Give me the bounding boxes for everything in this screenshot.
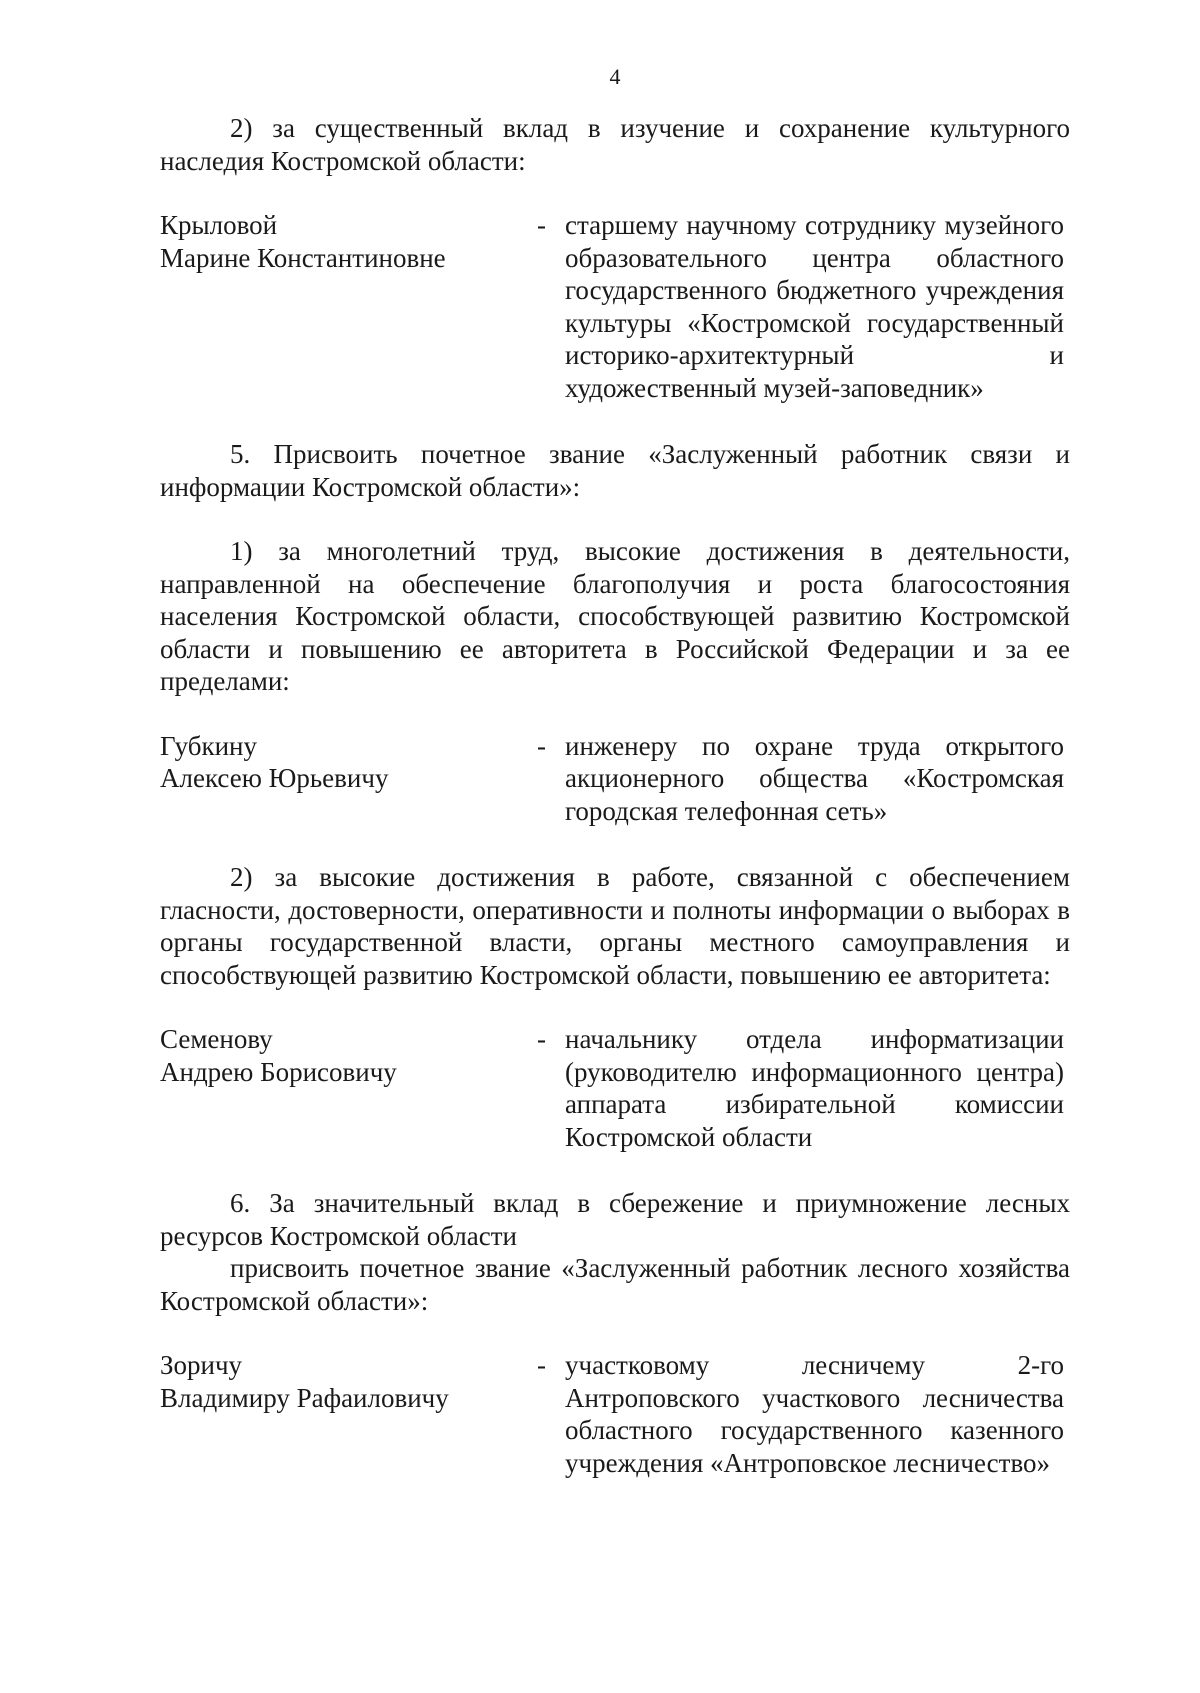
page-number: 4	[609, 64, 621, 89]
entry-dash: -	[537, 1024, 546, 1054]
award-entry-krylova	[160, 209, 1070, 404]
paragraph-culture-heritage: 2) за существенный вклад в изучение и сохранение культурного наследия Костромской области:	[160, 113, 1070, 176]
award-entry-semenov	[160, 1023, 1070, 1153]
awardee-surname: Губкину	[160, 730, 257, 761]
awardee-name	[160, 209, 537, 404]
awardee-surname: Семенову	[160, 1024, 273, 1054]
entry-dash: -	[537, 730, 546, 761]
paragraph-item-5: 5. Присвоить почетное звание «Заслуженный работник связи и информации Костромской области»:	[160, 439, 1070, 502]
awardee-given-name: Марине Константиновне	[160, 242, 446, 273]
awardee-position: участковому лесничему 2-го Антроповского участкового лесничества областного государственного казенного учреждения «Антроповское лесничество»	[565, 1350, 1064, 1478]
paragraph-item-6-assign: присвоить почетное звание «Заслуженный работник лесного хозяйства Костромской области»:	[160, 1253, 1070, 1316]
awardee-name	[160, 730, 537, 828]
document-page	[160, 64, 1070, 1479]
awardee-name	[160, 1349, 537, 1479]
awardee-name	[160, 1023, 537, 1153]
paragraph-item-5-1: 1) за многолетний труд, высокие достижения в деятельности, направленной на обеспечение благополучия и роста благосостояния населения Костромской области, способствующей развитию Костромской области и повышению ее авторитета в Российской Федерации и за ее пределами:	[160, 536, 1070, 696]
awardee-position: инженеру по охране труда открытого акционерного общества «Костромская городская телефонная сеть»	[565, 730, 1064, 826]
awardee-surname: Крыловой	[160, 210, 278, 240]
entry-dash: -	[537, 1350, 546, 1380]
paragraph-item-6: 6. За значительный вклад в сбережение и приумножение лесных ресурсов Костромской области	[160, 1188, 1070, 1251]
awardee-surname: Зоричу	[160, 1350, 243, 1380]
award-entry-zorich	[160, 1349, 1070, 1479]
entry-dash: -	[537, 210, 546, 240]
award-entry-gubkin	[160, 730, 1070, 828]
paragraph-item-5-2: 2) за высокие достижения в работе, связанной с обеспечением гласности, достоверности, оперативности и полноты информации о выборах в органы государственной власти, органы местного самоуправления и способствующей развитию Костромской области, повышению ее авторитета:	[160, 862, 1070, 990]
awardee-given-name: Андрею Борисовичу	[160, 1056, 397, 1087]
awardee-position: начальнику отдела информатизации (руководителю информационного центра) аппарата избирательной комиссии Костромской области	[565, 1024, 1064, 1152]
awardee-given-name: Владимиру Рафаиловичу	[160, 1382, 449, 1413]
awardee-position: старшему научному сотруднику музейного образовательного центра областного государственного бюджетного учреждения культуры «Костромской государственный историко-архитектурный и художественный музей-заповедник»	[565, 210, 1064, 403]
awardee-given-name: Алексею Юрьевичу	[160, 763, 389, 793]
